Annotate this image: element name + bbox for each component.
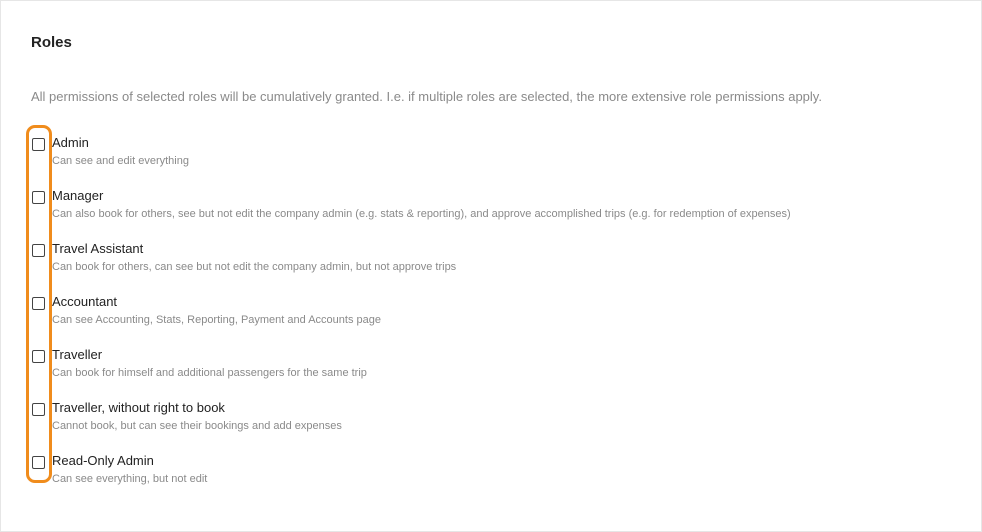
admin-checkbox[interactable] [32,138,45,151]
role-item-manager[interactable] [1,188,901,228]
traveller-checkbox[interactable] [32,350,45,363]
role-label[interactable]: Accountant [52,294,118,309]
role-description: Can see and edit everything [52,155,189,167]
travel-assistant-checkbox[interactable] [32,244,45,257]
role-description: Can also book for others, see but not edit the company admin (e.g. stats & reporting), and approve accomplished trips (e.g. for redemption of expenses) [52,208,791,220]
section-title: Roles [31,34,72,51]
role-item-accountant[interactable] [1,294,901,334]
accountant-checkbox[interactable] [32,297,45,310]
role-label[interactable]: Admin [52,135,89,150]
role-item-admin[interactable] [1,135,901,175]
role-description: Cannot book, but can see their bookings and add expenses [52,420,342,432]
role-description: Can see everything, but not edit [52,473,208,485]
read-only-admin-checkbox[interactable] [32,456,45,469]
role-description: Can book for himself and additional passengers for the same trip [52,367,367,379]
role-label[interactable]: Traveller [52,347,103,362]
manager-checkbox[interactable] [32,191,45,204]
traveller-no-booking-checkbox[interactable] [32,403,45,416]
role-item-travel-assistant[interactable] [1,241,901,281]
role-label[interactable]: Read-Only Admin [52,453,154,468]
role-description: Can book for others, can see but not edit the company admin, but not approve trips [52,261,457,273]
role-item-traveller-no-booking[interactable] [1,400,901,440]
role-item-traveller[interactable] [1,347,901,387]
section-description: All permissions of selected roles will be cumulatively granted. I.e. if multiple roles are selected, the more extensive role permissions apply. [31,89,822,104]
role-label[interactable]: Traveller, without right to book [52,400,225,415]
role-description: Can see Accounting, Stats, Reporting, Payment and Accounts page [52,314,381,326]
role-item-read-only-admin[interactable] [1,453,901,493]
role-label[interactable]: Manager [52,188,104,203]
role-label[interactable]: Travel Assistant [52,241,144,256]
